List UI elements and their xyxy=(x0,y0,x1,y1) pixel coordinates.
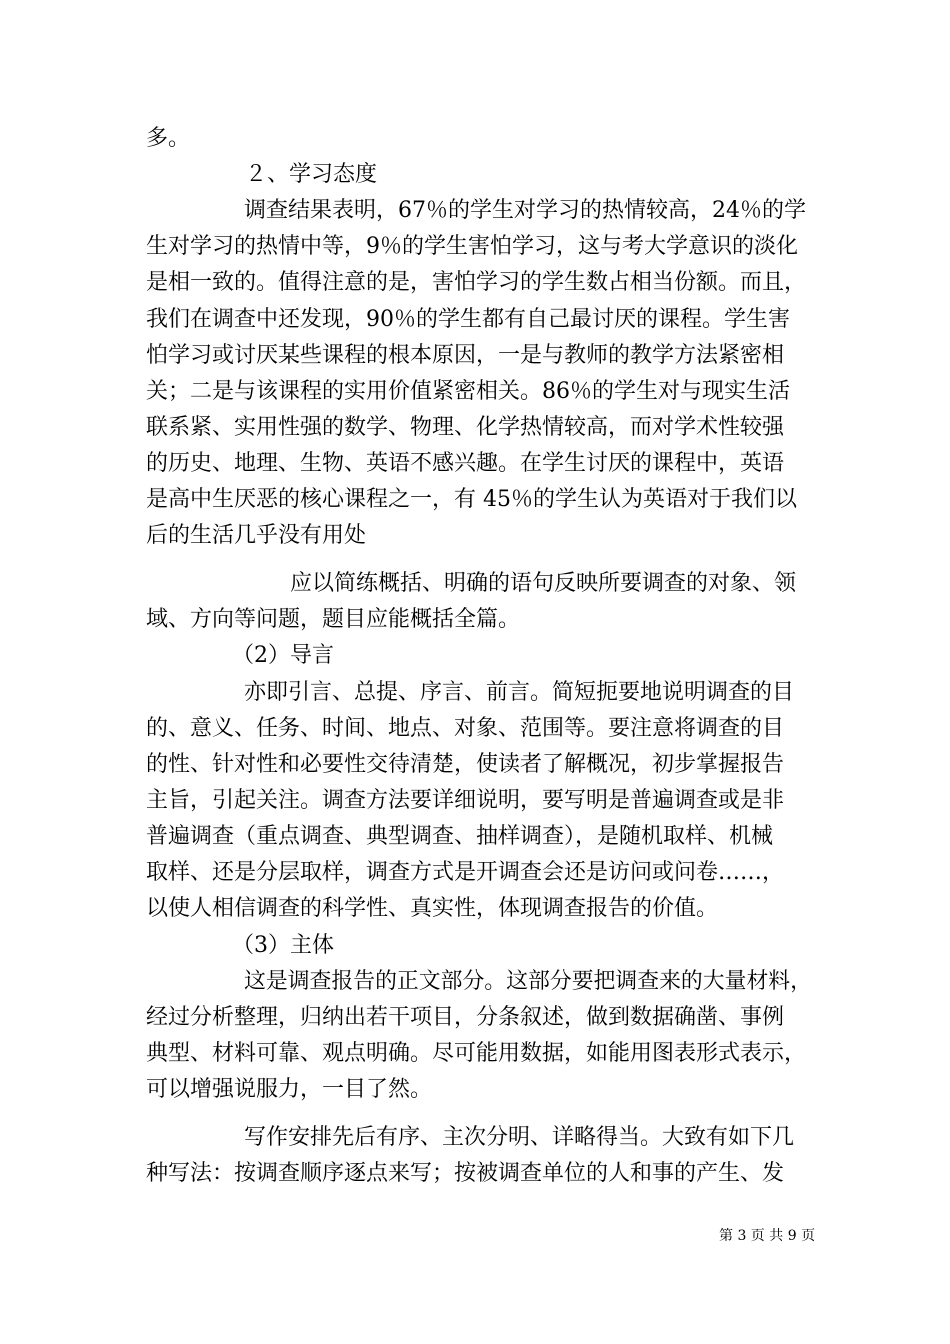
text-line: 是高中生厌恶的核心课程之一，有 45％的学生认为英语对于我们以 xyxy=(146,487,797,512)
text-line: 取样、还是分层取样，调查方式是开调查会还是访问或问卷……， xyxy=(146,860,785,885)
text-line: 后的生活几乎没有用处 xyxy=(146,523,367,548)
text-line: 的历史、地理、生物、英语不感兴趣。在学生讨厌的课程中，英语 xyxy=(146,451,785,476)
text-line: 的性、针对性和必要性交待清楚，使读者了解概况，初步掌握报告 xyxy=(146,752,785,777)
text-line: 关；二是与该课程的实用价值紧密相关。86％的学生对与现实生活 xyxy=(146,379,790,404)
section-heading: ２、学习态度 xyxy=(245,162,378,187)
text-line: 可以增强说服力，一目了然。 xyxy=(146,1077,433,1102)
text-line: 这是调查报告的正文部分。这部分要把调查来的大量材料， xyxy=(244,969,813,994)
text-line: 怕学习或讨厌某些课程的根本原因，一是与教师的教学方法紧密相 xyxy=(146,343,785,368)
text-line: 联系紧、实用性强的数学、物理、化学热情较高，而对学术性较强 xyxy=(146,415,785,440)
text-line: 我们在调查中还发现，90％的学生都有自己最讨厌的课程。学生害 xyxy=(146,307,790,332)
text-line: 应以简练概括、明确的语句反映所要调查的对象、领 xyxy=(290,571,797,596)
text-line: 是相一致的。值得注意的是，害怕学习的学生数占相当份额。而且， xyxy=(146,270,807,295)
page-number-footer: 第 3 页 共 9 页 xyxy=(719,1228,816,1244)
text-line: 以使人相信调查的科学性、真实性，体现调查报告的价值。 xyxy=(146,896,719,921)
text-line: 普遍调查（重点调查、典型调查、抽样调查），是随机取样、机械 xyxy=(146,824,774,849)
text-line: 调查结果表明，67％的学生对学习的热情较高，24％的学 xyxy=(244,198,806,223)
section-heading: （3）主体 xyxy=(232,933,334,958)
text-line: 主旨，引起关注。调查方法要详细说明，要写明是普遍调查或是非 xyxy=(146,788,785,813)
text-line: 经过分析整理，归纳出若干项目，分条叙述，做到数据确凿、事例 xyxy=(146,1005,785,1030)
text-line: 写作安排先后有序、主次分明、详略得当。大致有如下几 xyxy=(244,1125,795,1150)
text-line: 域、方向等问题，题目应能概括全篇。 xyxy=(146,607,521,632)
text-line: 种写法：按调查顺序逐点来写；按被调查单位的人和事的产生、发 xyxy=(146,1161,785,1186)
section-heading: （2）导言 xyxy=(232,643,334,668)
text-line: 亦即引言、总提、序言、前言。简短扼要地说明调查的目 xyxy=(244,680,795,705)
text-line: 生对学习的热情中等，9％的学生害怕学习，这与考大学意识的淡化 xyxy=(146,234,798,259)
text-line: 的、意义、任务、时间、地点、对象、范围等。要注意将调查的目 xyxy=(146,716,785,741)
text-line: 多。 xyxy=(146,126,191,151)
text-line: 典型、材料可靠、观点明确。尽可能用数据，如能用图表形式表示， xyxy=(146,1041,807,1066)
